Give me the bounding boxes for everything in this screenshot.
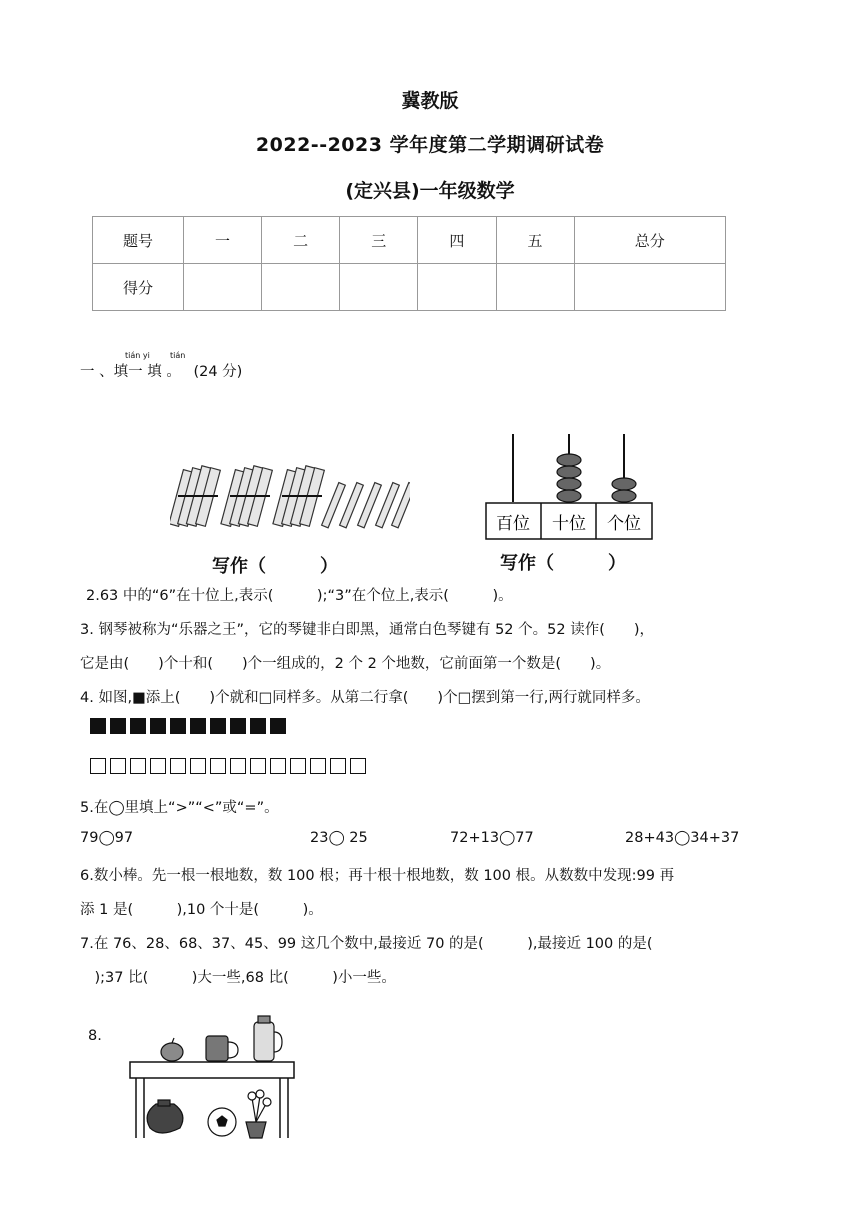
flower-pot-icon [246, 1090, 271, 1138]
white-square-icon [290, 758, 306, 774]
white-square-icon [310, 758, 326, 774]
vase-icon [147, 1100, 183, 1133]
bead-icon [557, 478, 581, 490]
black-square-icon [270, 718, 286, 734]
white-square-icon [250, 758, 266, 774]
edition-title: 冀教版 [401, 90, 459, 112]
exam-title: 2022--2023 学年度第二学期调研试卷 [255, 134, 605, 156]
q1-caption-left: 写作（ ） [212, 556, 338, 577]
apple-icon [161, 1038, 183, 1061]
question-3-line1: 3. 钢琴被称为“乐器之王”，它的琴键非白即黑，通常白色琴键有 52 个。52 读作( )， [80, 622, 655, 638]
black-squares-row [90, 718, 290, 738]
table-cell: 题号 [93, 217, 184, 264]
table-cell: 总分 [574, 217, 725, 264]
black-square-icon [210, 718, 226, 734]
question-2: 2.63 中的“6”在十位上,表示( );“3”在个位上,表示( )。 [86, 588, 513, 604]
bead-icon [612, 490, 636, 502]
white-square-icon [330, 758, 346, 774]
score-cell[interactable] [496, 264, 574, 311]
bead-icon [612, 478, 636, 490]
bead-icon [557, 466, 581, 478]
question-7-line2: );37 比( )大一些,68 比( )小一些。 [80, 970, 396, 986]
table-row [93, 217, 726, 264]
table-cell: 三 [340, 217, 418, 264]
white-square-icon [90, 758, 106, 774]
white-square-icon [230, 758, 246, 774]
abacus-label: 百位 [496, 514, 530, 534]
compare-item: 28+43◯34+37 [625, 830, 740, 846]
table-cell: 二 [262, 217, 340, 264]
pinyin-annotation: tián [170, 351, 186, 360]
section-points: (24 分) [193, 364, 243, 380]
question-6-line2: 添 1 是( ),10 个十是( )。 [80, 902, 323, 918]
section-heading [80, 360, 242, 381]
score-cell[interactable] [262, 264, 340, 311]
sticks-illustration [170, 460, 410, 532]
score-cell[interactable] [340, 264, 418, 311]
bead-icon [557, 490, 581, 502]
question-3-line2: 它是由( )个十和( )个一组成的，2 个 2 个地数，它前面第一个数是( )。 [80, 656, 611, 672]
white-square-icon [210, 758, 226, 774]
white-square-icon [170, 758, 186, 774]
pinyin-annotation: tián yi [125, 351, 150, 360]
score-cell[interactable] [574, 264, 725, 311]
black-square-icon [110, 718, 126, 734]
bundle-icon [273, 466, 324, 527]
black-square-icon [130, 718, 146, 734]
football-icon [208, 1108, 236, 1136]
abacus-label: 个位 [607, 514, 641, 534]
bundle-icon [221, 466, 272, 527]
compare-item: 79◯97 [80, 830, 134, 846]
white-square-icon [270, 758, 286, 774]
compare-item: 72+13◯77 [450, 830, 534, 846]
white-square-icon [190, 758, 206, 774]
white-squares-row [90, 758, 370, 778]
abacus-label: 十位 [552, 514, 586, 534]
black-square-icon [90, 718, 106, 734]
compare-item: 23◯ 25 [310, 830, 368, 846]
black-square-icon [190, 718, 206, 734]
black-square-icon [230, 718, 246, 734]
abacus-illustration [484, 430, 656, 542]
table-row [93, 264, 726, 311]
table-cell: 一 [184, 217, 262, 264]
white-square-icon [110, 758, 126, 774]
black-square-icon [250, 718, 266, 734]
table-cell: 四 [418, 217, 496, 264]
white-square-icon [150, 758, 166, 774]
section-title: 一 、填一 填 。 [80, 364, 181, 380]
black-square-icon [170, 718, 186, 734]
black-square-icon [150, 718, 166, 734]
table-cell: 得分 [93, 264, 184, 311]
cup-icon [206, 1036, 238, 1061]
bundle-icon [170, 466, 220, 527]
exam-subtitle: (定兴县)一年级数学 [345, 180, 515, 202]
question-5: 5.在◯里填上“>”“<”或“=”。 [80, 800, 279, 816]
bead-icon [557, 454, 581, 466]
score-table [92, 216, 726, 311]
thermos-icon [254, 1016, 282, 1061]
score-cell[interactable] [418, 264, 496, 311]
question-7-line1: 7.在 76、28、68、37、45、99 这几个数中,最接近 70 的是( ),最接近 100 的是( [80, 936, 653, 952]
q1-caption-right: 写作（ ） [500, 553, 626, 574]
score-cell[interactable] [184, 264, 262, 311]
white-square-icon [130, 758, 146, 774]
question-4: 4. 如图,■添上( )个就和□同样多。从第二行拿( )个□摆到第一行,两行就同样多。 [80, 690, 650, 706]
white-square-icon [350, 758, 366, 774]
shelf-illustration [126, 1012, 300, 1142]
table-cell: 五 [496, 217, 574, 264]
question-8-label: 8. [88, 1028, 102, 1044]
question-6-line1: 6.数小棒。先一根一根地数，数 100 根；再十根十根地数，数 100 根。从数数中发现:99 再 [80, 868, 675, 884]
